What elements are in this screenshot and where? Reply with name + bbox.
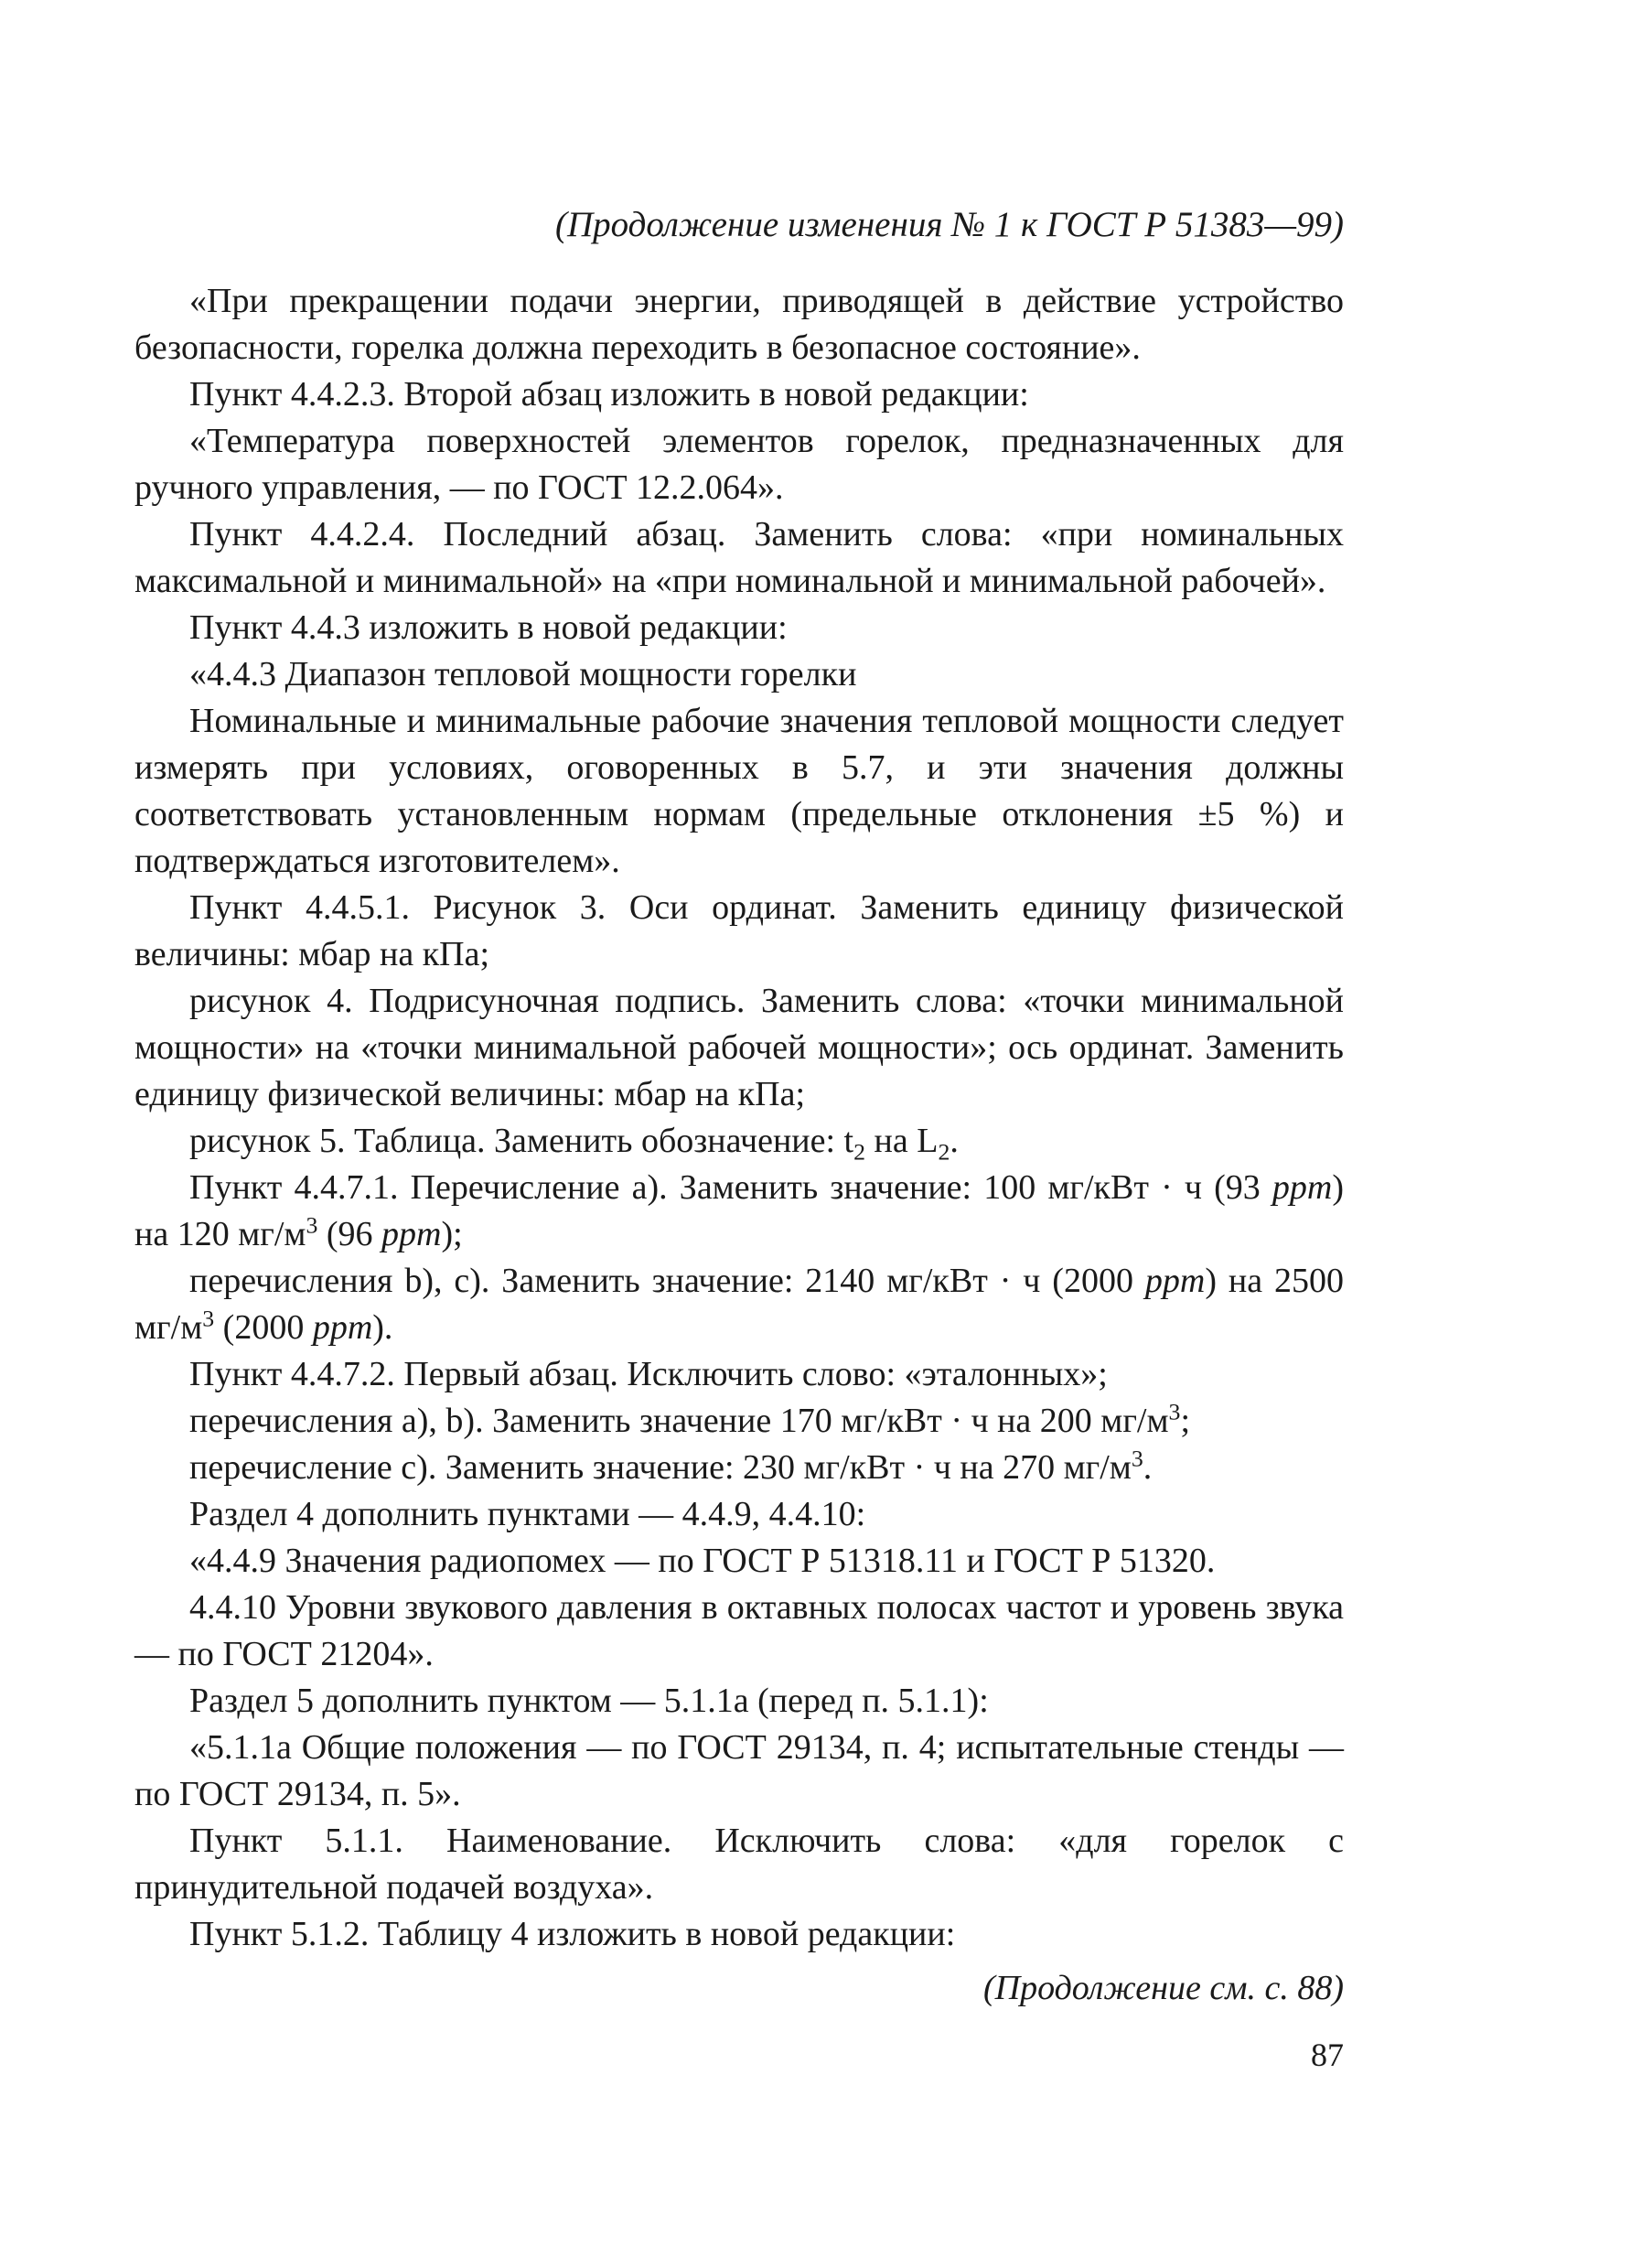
text-run: ); <box>441 1215 463 1253</box>
paragraph-c <box>134 1445 1344 1491</box>
unit-ppm: ppm <box>381 1215 442 1253</box>
text-run: перечисления b), c). Заменить значение: 2140 мг/кВт · ч (2000 <box>189 1262 1145 1300</box>
unit-ppm: ppm <box>1272 1168 1333 1207</box>
paragraph: Пункт 5.1.2. Таблицу 4 изложить в новой редакции: <box>189 1915 956 1953</box>
paragraph: «5.1.1а Общие положения — по ГОСТ 29134, п. 4; испытательные стенды — по ГОСТ 29134, п. 5». <box>134 1728 1344 1813</box>
paragraph-ab <box>134 1398 1344 1445</box>
text-run: (96 <box>317 1215 382 1253</box>
text-run: ) на 2500 мг/м <box>134 1262 1344 1347</box>
continuation-header: (Продолжение изменения № 1 к ГОСТ Р 51383—99) <box>555 205 1344 244</box>
unit-ppm: ppm <box>312 1308 373 1347</box>
paragraph-bc <box>134 1258 1344 1351</box>
page-number: 87 <box>1311 2037 1344 2073</box>
subscript: 2 <box>853 1138 866 1166</box>
document-body <box>134 278 1344 1958</box>
unit-ppm: ppm <box>1144 1262 1206 1300</box>
continuation-footer: (Продолжение см. с. 88) <box>982 1969 1344 2007</box>
paragraph: 4.4.10 Уровни звукового давления в октавных полосах частот и уровень звука — по ГОСТ 21204». <box>134 1588 1344 1673</box>
text-run: ; <box>1180 1402 1191 1440</box>
paragraph: «Температура поверхностей элементов горелок, предназначенных для ручного управления, — по ГОСТ 12.2.064». <box>134 422 1344 507</box>
paragraph-4471 <box>134 1165 1344 1258</box>
paragraph: Пункт 4.4.2.4. Последний абзац. Заменить слова: «при номинальных максимальной и минимальной» на «при номинальной и минимальной рабочей». <box>134 515 1344 600</box>
subscript: 2 <box>938 1138 950 1166</box>
paragraph: рисунок 4. Подрисуночная подпись. Заменить слова: «точки минимальной мощности» на «точки минимальной рабочей мощности»; ось ординат. Заменить единицу физической величины: мбар на кПа; <box>134 982 1344 1113</box>
paragraph: Раздел 4 дополнить пунктами — 4.4.9, 4.4.10: <box>189 1495 866 1533</box>
superscript: 3 <box>306 1211 318 1239</box>
paragraph: Пункт 5.1.1. Наименование. Исключить слова: «для горелок с принудительной подачей воздуха». <box>134 1822 1344 1907</box>
text-run: перечисления а), b). Заменить значение 170 мг/кВт · ч на 200 мг/м <box>189 1402 1169 1440</box>
paragraph-figure5 <box>134 1118 1344 1165</box>
text-run: . <box>950 1122 959 1160</box>
text-run: ). <box>372 1308 393 1347</box>
text-run: ) на 120 мг/м <box>134 1168 1344 1253</box>
text-run: на L <box>865 1122 939 1160</box>
paragraph: Пункт 4.4.7.2. Первый абзац. Исключить слово: «эталонных»; <box>189 1355 1108 1393</box>
paragraph: Номинальные и минимальные рабочие значения тепловой мощности следует измерять при условиях, оговоренных в 5.7, и эти значения должны соответствовать установленным нормам (предельные отклонения ±5 %) и подтверждаться изготовителем». <box>134 702 1344 880</box>
superscript: 3 <box>202 1305 215 1332</box>
paragraph: «4.4.9 Значения радиопомех — по ГОСТ Р 51318.11 и ГОСТ Р 51320. <box>189 1542 1216 1580</box>
text-run: перечисление с). Заменить значение: 230 мг/кВт · ч на 270 мг/м <box>189 1448 1132 1487</box>
paragraph: Пункт 4.4.5.1. Рисунок 3. Оси ординат. Заменить единицу физической величины: мбар на кПа; <box>134 888 1344 973</box>
superscript: 3 <box>1131 1445 1143 1472</box>
text-run: Пункт 4.4.7.1. Перечисление а). Заменить значение: 100 мг/кВт · ч (93 <box>189 1168 1272 1207</box>
paragraph: Пункт 4.4.2.3. Второй абзац изложить в новой редакции: <box>189 375 1029 414</box>
text-run: рисунок 5. Таблица. Заменить обозначение: t <box>189 1122 854 1160</box>
paragraph: «4.4.3 Диапазон тепловой мощности горелки <box>189 655 857 693</box>
paragraph: Раздел 5 дополнить пунктом — 5.1.1а (перед п. 5.1.1): <box>189 1682 989 1720</box>
document-page <box>134 201 1344 2012</box>
text-run: . <box>1143 1448 1153 1487</box>
paragraph: «При прекращении подачи энергии, приводящей в действие устройство безопасности, горелка должна переходить в безопасное состояние». <box>134 282 1344 367</box>
superscript: 3 <box>1168 1398 1181 1425</box>
paragraph: Пункт 4.4.3 изложить в новой редакции: <box>189 608 788 647</box>
text-run: (2000 <box>214 1308 313 1347</box>
